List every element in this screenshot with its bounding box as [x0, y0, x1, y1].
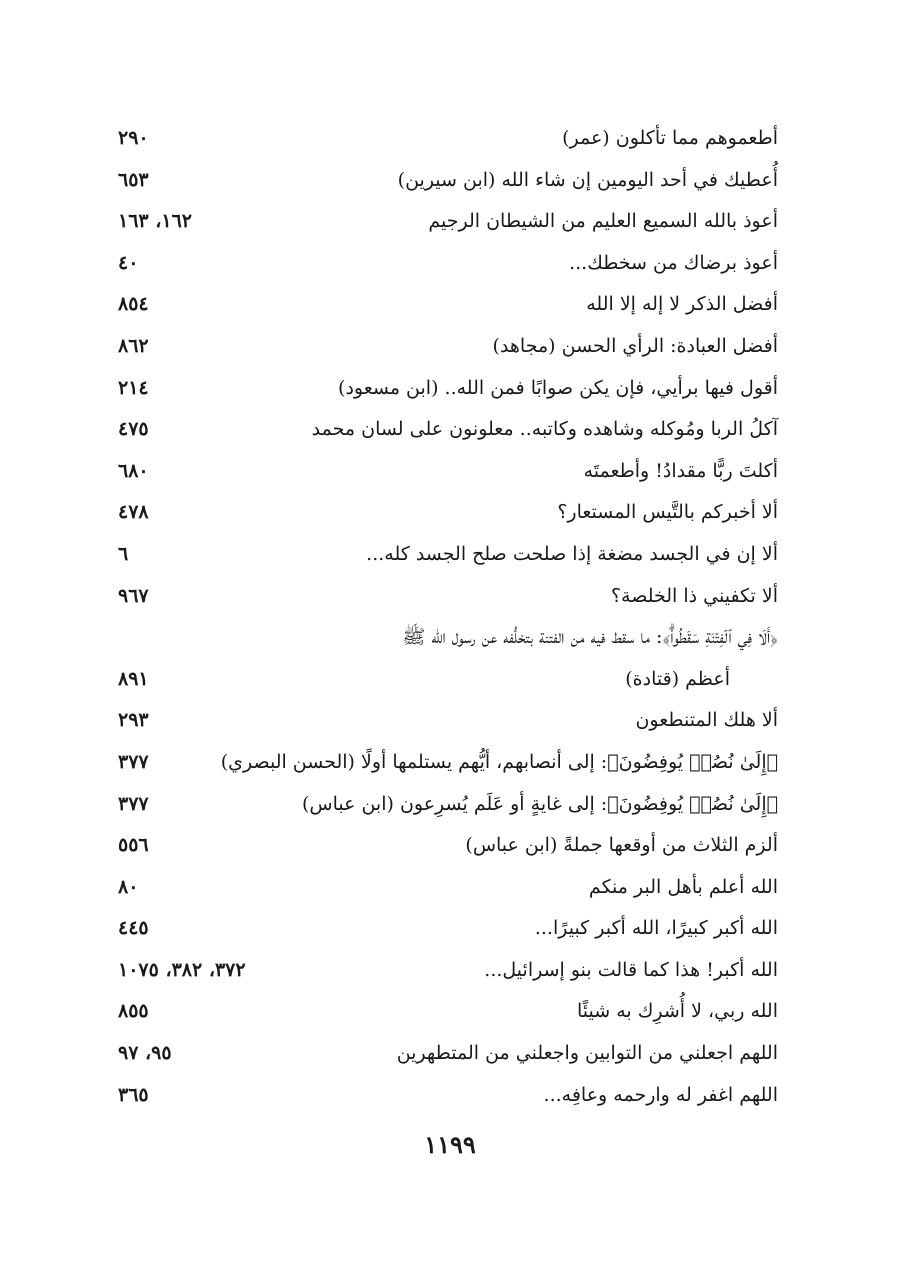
index-entry	[118, 825, 778, 867]
index-entry	[118, 1033, 778, 1075]
index-list	[118, 118, 778, 1116]
index-entry	[118, 534, 778, 576]
entry-page-numbers: ٣٦٥	[118, 1083, 149, 1106]
entry-text: أُعطيك في أحد اليومين إن شاء الله (ابن سيرين)	[397, 168, 778, 191]
index-entry	[118, 284, 778, 326]
entry-text: أعوذ بالله السميع العليم من الشيطان الرجيم	[428, 210, 778, 233]
index-entry	[118, 659, 778, 701]
entry-page-numbers: ٨٠	[118, 875, 139, 898]
index-entry	[118, 1075, 778, 1117]
entry-page-numbers: ٨٦٢	[118, 334, 149, 357]
index-entry	[118, 908, 778, 950]
entry-text: ألزم الثلاث من أوقعها جملةً (ابن عباس)	[465, 834, 778, 857]
index-entry	[118, 326, 778, 368]
entry-text: ألا أخبركم بالتَّيس المستعار؟	[557, 501, 778, 524]
entry-page-numbers: ٩٥، ٩٧	[118, 1042, 172, 1065]
entry-text: ألا إن في الجسد مضغة إذا صلحت صلح الجسد كله...	[366, 542, 778, 565]
entry-page-numbers: ٥٥٦	[118, 834, 149, 857]
index-entry	[118, 368, 778, 410]
index-entry	[118, 867, 778, 909]
entry-text: ﴿أَلَا فِي ٱلۡفِتۡنَةِ سَقَطُواْۗ﴾: ما سقط فيه من الفتنة بتخلُّفه عن رسول الله ﷺ	[402, 626, 778, 649]
entry-page-numbers: ٣٧٧	[118, 750, 149, 773]
entry-text: الله أكبر كبيرًا، الله أكبر كبيرًا...	[534, 917, 778, 940]
index-entry	[118, 243, 778, 285]
entry-text: الله أكبر! هذا كما قالت بنو إسرائيل...	[484, 958, 778, 981]
index-entry	[118, 617, 778, 659]
entry-page-numbers: ٤٧٥	[118, 418, 149, 441]
index-entry	[118, 118, 778, 160]
index-entry	[118, 950, 778, 992]
entry-text: آكلُ الربا ومُوكله وشاهده وكاتبه.. معلونون على لسان محمد	[311, 418, 778, 441]
entry-text: الله أعلم بأهل البر منكم	[588, 875, 778, 898]
entry-text: الله ربي، لا أُشرِك به شيئًا	[576, 1000, 778, 1023]
entry-text: ﴿إِلَىٰ نُصُبٖ يُوفِضُونَ﴾: إلى غايةٍ أو عَلَم يُسرِعون (ابن عباس)	[301, 792, 778, 815]
entry-text: اللهم اجعلني من التوابين واجعلني من المتطهرين	[396, 1042, 778, 1065]
entry-text: أفضل الذكر لا إله إلا الله	[586, 293, 778, 316]
entry-page-numbers: ١٦٢، ١٦٣	[118, 210, 192, 233]
entry-text: أكلتَ ربًّا مقدادُ! وأطعمتَه	[583, 459, 778, 482]
index-entry	[118, 700, 778, 742]
index-entry	[118, 742, 778, 784]
entry-page-numbers: ٩٦٧	[118, 584, 149, 607]
entry-text: ﴿إِلَىٰ نُصُبٖ يُوفِضُونَ﴾: إلى أنصابهم، أيُّهم يستلمها أولًا (الحسن البصري)	[220, 750, 778, 773]
index-entry	[118, 576, 778, 618]
index-entry	[118, 451, 778, 493]
entry-page-numbers: ٢١٤	[118, 376, 149, 399]
entry-page-numbers: ٨٥٥	[118, 1000, 149, 1023]
entry-page-numbers: ٦٥٣	[118, 168, 149, 191]
entry-text: أعوذ برضاك من سخطك...	[569, 251, 778, 274]
entry-text: ألا تكفيني ذا الخلصة؟	[610, 584, 778, 607]
index-entry	[118, 991, 778, 1033]
entry-page-numbers: ٣٧٧	[118, 792, 149, 815]
entry-text: أطعموهم مما تأكلون (عمر)	[562, 127, 778, 149]
index-entry	[118, 409, 778, 451]
entry-page-numbers: ٤٤٥	[118, 917, 149, 940]
entry-page-numbers: ٣٧٢، ٣٨٢، ١٠٧٥	[118, 958, 246, 981]
entry-page-numbers: ٢٩٠	[118, 127, 149, 149]
index-entry	[118, 201, 778, 243]
index-entry	[118, 160, 778, 202]
index-entry	[118, 784, 778, 826]
entry-page-numbers: ٤٧٨	[118, 501, 149, 524]
page-number: ١١٩٩	[424, 1130, 476, 1159]
entry-text: أفضل العبادة: الرأي الحسن (مجاهد)	[492, 334, 778, 357]
entry-text: أعظم (قتادة)	[625, 667, 730, 690]
entry-page-numbers: ٦٨٠	[118, 459, 149, 482]
entry-page-numbers: ٦	[118, 542, 129, 565]
entry-page-numbers: ٤٠	[118, 251, 139, 274]
entry-page-numbers: ٨٩١	[118, 667, 149, 690]
entry-page-numbers: ٨٥٤	[118, 293, 149, 316]
entry-page-numbers: ٢٩٣	[118, 709, 149, 732]
entry-text: أقول فيها برأيي، فإن يكن صوابًا فمن الله.. (ابن مسعود)	[338, 376, 778, 399]
index-entry	[118, 492, 778, 534]
entry-text: اللهم اغفر له وارحمه وعافِه...	[543, 1083, 778, 1106]
entry-text: ألا هلك المتنطعون	[635, 709, 778, 732]
